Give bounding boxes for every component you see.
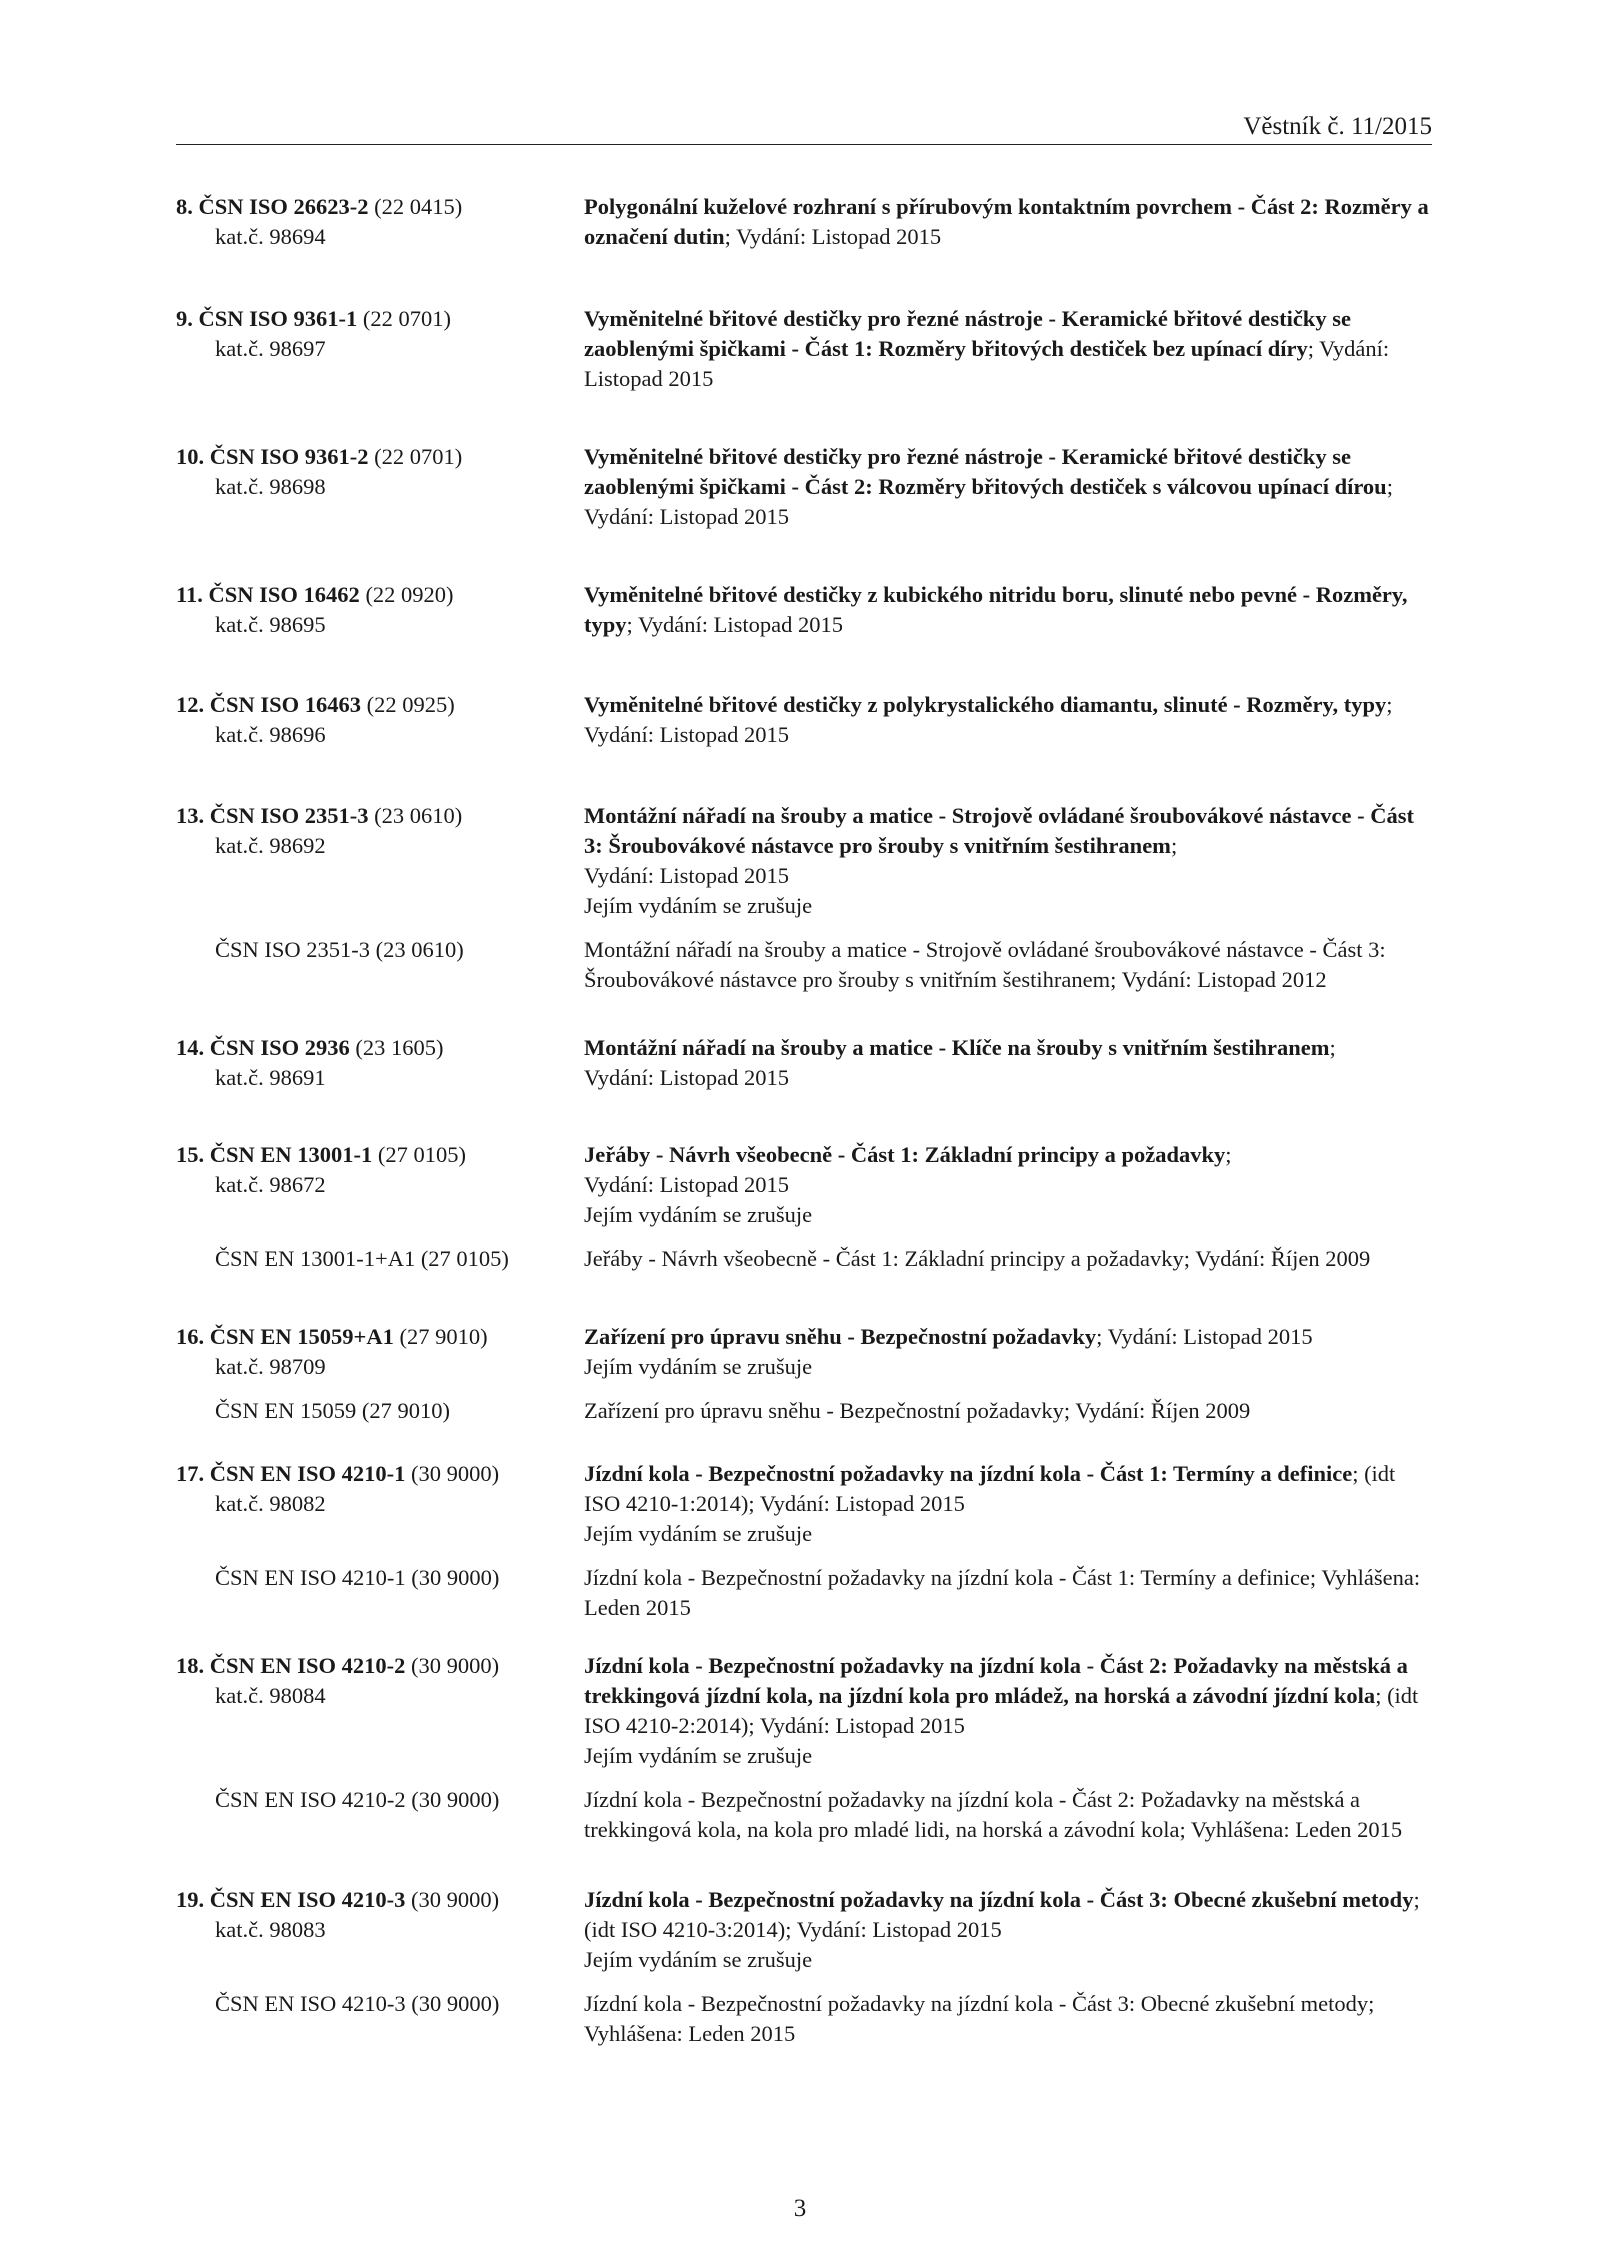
entry-title: Vyměnitelné břitové destičky z kubického nitridu boru, slinuté nebo pevné - Rozměry, typy [584,582,1408,637]
replaced-standard [176,1244,1436,1274]
entry-code-line [176,1322,584,1352]
entry-note: Jejím vydáním se zrušuje [584,1743,813,1768]
standard-entry [176,192,1436,252]
entry-left-column [176,580,584,640]
replaced-code: ČSN EN ISO 4210-2 (30 9000) [215,1787,500,1812]
entry-code: ČSN EN 15059+A1 [209,1324,394,1349]
entry-class: (22 0925) [366,692,455,717]
entry-issue: ; [1329,1035,1336,1060]
entry-code-line [176,1651,584,1681]
entry-issue: ; (idt ISO 4210-2:2014); Vydání: Listopad 2015 [584,1683,1419,1738]
entry-description [584,1651,1436,1771]
entry-title-line [584,1651,1436,1741]
entry-code-line [176,1140,584,1170]
entry-title-line [584,690,1436,750]
replaced-standard [176,935,1436,995]
entry-title-line [584,580,1436,640]
entry-title-line [584,1322,1436,1352]
standard-entry [176,304,1436,394]
entry-class: (22 0701) [362,306,452,331]
entry-catalog-number: kat.č. 98672 [215,1172,326,1197]
replaced-standard [176,1785,1436,1845]
entry-class: (23 0610) [374,803,463,828]
replaced-code: ČSN EN 15059 (27 9010) [215,1398,450,1423]
entry-title: Montážní nářadí na šrouby a matice - Strojově ovládané šroubovákové nástavce - Část 3: Šroubovákové nástavce pro šrouby s vnitřním šestihranem [584,803,1415,858]
entry-title-line [584,1885,1436,1945]
entry-note: Jejím vydáním se zrušuje [584,1521,813,1546]
entry-issue: ; (idt ISO 4210-1:2014); Vydání: Listopad 2015 [584,1461,1396,1516]
entry-number: 10. [176,444,205,469]
entry-number: 16. [176,1324,205,1349]
replaced-code: ČSN EN ISO 4210-3 (30 9000) [215,1991,500,2016]
standard-entry [176,580,1436,640]
entry-code: ČSN EN 13001-1 [209,1142,373,1167]
entry-title: Vyměnitelné břitové destičky pro řezné nástroje - Keramické břitové destičky se zaoblenými špičkami - Část 2: Rozměry břitových destiček s válcovou upínací dírou [584,444,1387,499]
replaced-text: Montážní nářadí na šrouby a matice - Strojově ovládané šroubovákové nástavce - Část 3: Šroubovákové nástavce pro šrouby s vnitřním šestihranem; Vydání: Listopad 2012 [584,937,1386,992]
entry-title-line [584,801,1436,861]
entry-class: (23 1605) [355,1035,444,1060]
entry-left-column [176,192,584,252]
replaced-standard [176,1989,1436,2049]
entry-title-line [584,304,1436,394]
entry-description [584,442,1436,532]
entry-catalog-number: kat.č. 98082 [215,1491,326,1516]
entry-code: ČSN ISO 26623-2 [198,194,369,219]
standard-entry [176,442,1436,532]
entry-issue: ; [1170,833,1178,858]
entry-issue: ; Vydání: Listopad 2015 [584,336,1390,391]
entry-number: 11. [176,582,203,607]
replaced-code: ČSN ISO 2351-3 (23 0610) [215,937,464,962]
entry-number: 19. [176,1887,205,1912]
entry-left-column [176,690,584,750]
entry-note: Jejím vydáním se zrušuje [584,1354,813,1379]
entry-note: Jejím vydáním se zrušuje [584,1947,813,1972]
entry-catalog-number: kat.č. 98083 [215,1917,326,1942]
entry-catalog-number: kat.č. 98709 [215,1354,326,1379]
entry-left-column [176,1459,584,1549]
entry-catalog-number: kat.č. 98698 [215,474,326,499]
entry-catalog-number: kat.č. 98084 [215,1683,326,1708]
entry-number: 14. [176,1035,205,1060]
entry-title-line [584,1033,1436,1063]
entry-note: Vydání: Listopad 2015 [584,1065,789,1090]
entry-catalog-number: kat.č. 98692 [215,833,326,858]
standard-entry [176,1885,1436,2049]
entry-code: ČSN ISO 2936 [209,1035,350,1060]
entry-code: ČSN EN ISO 4210-2 [209,1653,406,1678]
entry-class: (27 0105) [377,1142,467,1167]
entry-title: Vyměnitelné břitové destičky pro řezné nástroje - Keramické břitové destičky se zaoblenými špičkami - Část 1: Rozměry břitových destiček bez upínací díry [584,306,1351,361]
entry-catalog-number: kat.č. 98697 [215,336,326,361]
entry-title-line [584,1140,1436,1170]
entry-code: ČSN ISO 16463 [209,692,362,717]
entry-title-line [584,192,1436,252]
header-title: Věstník č. 11/2015 [1243,113,1432,140]
entry-code: ČSN EN ISO 4210-3 [209,1887,406,1912]
entry-number: 17. [176,1461,205,1486]
entry-code-line [176,442,584,472]
replaced-text: Jeřáby - Návrh všeobecně - Část 1: Základní principy a požadavky; Vydání: Říjen 2009 [584,1246,1371,1271]
entry-left-column [176,442,584,532]
entry-number: 9. [176,306,193,331]
entry-title: Jízdní kola - Bezpečnostní požadavky na jízdní kola - Část 1: Termíny a definice [584,1461,1353,1486]
entry-code: ČSN EN ISO 4210-1 [209,1461,406,1486]
entry-description [584,1033,1436,1093]
page-header [176,112,1432,145]
entry-description [584,1459,1436,1549]
entry-title: Jízdní kola - Bezpečnostní požadavky na jízdní kola - Část 2: Požadavky na městská a trekkingová jízdní kola, na jízdní kola pro mládež, na horská a závodní jízdní kola [584,1653,1408,1708]
standard-entry [176,801,1436,995]
entry-number: 8. [176,194,193,219]
entry-title: Jeřáby - Návrh všeobecně - Část 1: Základní principy a požadavky [584,1142,1226,1167]
entry-code-line [176,1033,584,1063]
entry-description [584,1140,1436,1230]
entry-number: 13. [176,803,205,828]
entry-catalog-number: kat.č. 98691 [215,1065,326,1090]
entry-description [584,192,1436,252]
entry-code-line [176,192,584,222]
entry-code-line [176,690,584,720]
entry-catalog-number: kat.č. 98696 [215,722,326,747]
entry-title-line [584,442,1436,532]
entry-description [584,580,1436,640]
entry-issue: ; (idt ISO 4210-3:2014); Vydání: Listopad 2015 [584,1887,1420,1942]
entry-class: (22 0920) [365,582,454,607]
entry-class: (30 9000) [411,1461,500,1486]
standard-entry [176,1651,1436,1845]
standard-entry [176,1033,1436,1093]
entry-note: Jejím vydáním se zrušuje [584,1202,813,1227]
entry-number: 15. [176,1142,205,1167]
replaced-text: Jízdní kola - Bezpečnostní požadavky na jízdní kola - Část 3: Obecné zkušební metody; Vyhlášena: Leden 2015 [584,1991,1375,2046]
entry-description [584,801,1436,921]
entry-note: Vydání: Listopad 2015 [584,1172,789,1197]
entry-description [584,304,1436,394]
entry-code: ČSN ISO 16462 [208,582,360,607]
entry-issue: ; Vydání: Listopad 2015 [584,474,1393,529]
entry-note: Jejím vydáním se zrušuje [584,893,813,918]
entry-code-line [176,580,584,610]
entry-number: 12. [176,692,205,717]
entry-code-line [176,304,584,334]
entry-code: ČSN ISO 2351-3 [209,803,369,828]
entry-title-line [584,1459,1436,1519]
replaced-code: ČSN EN ISO 4210-1 (30 9000) [215,1565,500,1590]
replaced-standard [176,1563,1436,1623]
entry-class: (27 9010) [399,1324,488,1349]
entry-code: ČSN ISO 9361-1 [198,306,358,331]
entry-catalog-number: kat.č. 98695 [215,612,326,637]
standard-entry [176,1140,1436,1274]
entry-class: (30 9000) [411,1653,500,1678]
entry-left-column [176,1033,584,1093]
entry-issue: ; Vydání: Listopad 2015 [1096,1324,1313,1349]
replaced-text: Zařízení pro úpravu sněhu - Bezpečnostní požadavky; Vydání: Říjen 2009 [584,1398,1251,1423]
entry-left-column [176,801,584,921]
entry-catalog-number: kat.č. 98694 [215,224,326,249]
entry-title: Polygonální kuželové rozhraní s přírubovým kontaktním povrchem - Část 2: Rozměry a označení dutin [584,194,1429,249]
entry-class: (22 0415) [374,194,463,219]
entry-description [584,1322,1436,1382]
entry-left-column [176,1651,584,1771]
entry-issue: ; Vydání: Listopad 2015 [724,224,942,249]
entry-issue: ; [1225,1142,1232,1167]
entry-code-line [176,1459,584,1489]
entry-issue: ; Vydání: Listopad 2015 [626,612,843,637]
replaced-code: ČSN EN 13001-1+A1 (27 0105) [215,1246,509,1271]
entry-code-line [176,801,584,831]
entry-code-line [176,1885,584,1915]
entry-title: Jízdní kola - Bezpečnostní požadavky na jízdní kola - Část 3: Obecné zkušební metody [584,1887,1414,1912]
entry-left-column [176,1140,584,1230]
entry-description [584,690,1436,750]
entry-description [584,1885,1436,1975]
entry-note: Vydání: Listopad 2015 [584,863,789,888]
standard-entry [176,1459,1436,1623]
replaced-text: Jízdní kola - Bezpečnostní požadavky na jízdní kola - Část 1: Termíny a definice; Vyhlášena: Leden 2015 [584,1565,1421,1620]
entry-left-column [176,304,584,394]
entry-number: 18. [176,1653,205,1678]
replaced-text: Jízdní kola - Bezpečnostní požadavky na jízdní kola - Část 2: Požadavky na městská a trekkingová kola, na kola pro mladé lidi, na horská a závodní kola; Vyhlášena: Leden 2015 [584,1787,1403,1842]
standard-entry [176,1322,1436,1426]
entry-class: (30 9000) [411,1887,500,1912]
entry-issue: ; Vydání: Listopad 2015 [584,692,1393,747]
entry-class: (22 0701) [374,444,463,469]
entry-title: Zařízení pro úpravu sněhu - Bezpečnostní požadavky [584,1324,1097,1349]
replaced-standard [176,1396,1436,1426]
entry-left-column [176,1885,584,1975]
page-number: 3 [793,2195,807,2222]
entry-code: ČSN ISO 9361-2 [209,444,369,469]
entry-title: Montážní nářadí na šrouby a matice - Klíče na šrouby s vnitřním šestihranem [584,1035,1330,1060]
entry-left-column [176,1322,584,1382]
entry-title: Vyměnitelné břitové destičky z polykrystalického diamantu, slinuté - Rozměry, typy [584,692,1387,717]
standard-entry [176,690,1436,750]
